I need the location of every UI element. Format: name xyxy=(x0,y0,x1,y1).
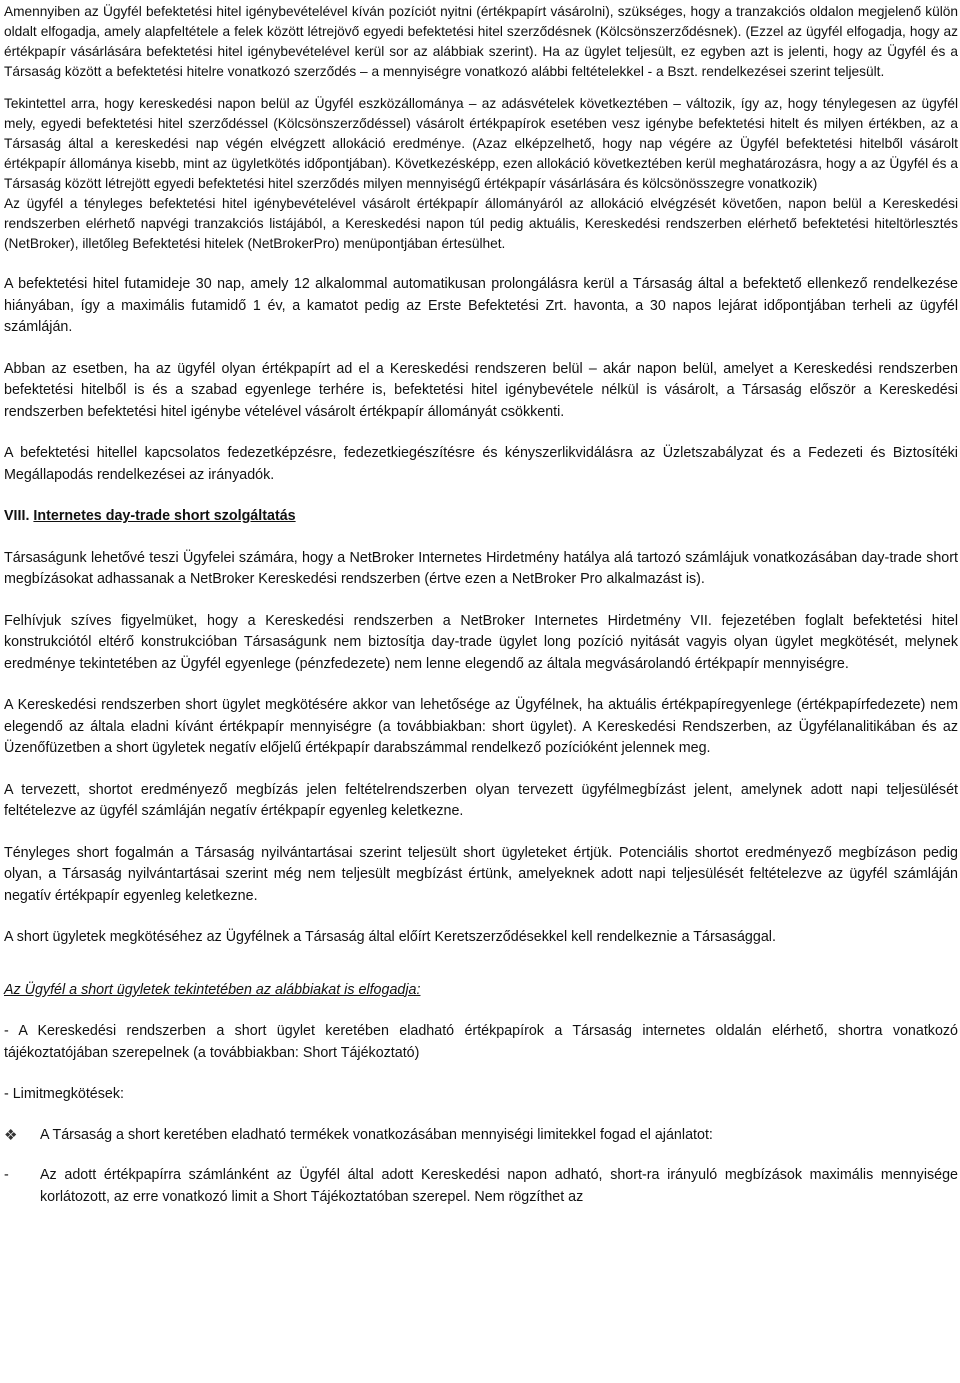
paragraph: A befektetési hitellel kapcsolatos fedezetképzésre, fedezetkiegészítésre és kényszerlikvidálásra az Üzletszabályzat és a Fedezeti és Biztosítéki Megállapodás rendelkezései az irányadók. xyxy=(4,445,958,483)
document-page xyxy=(4,2,958,1208)
paragraph: Amennyiben az Ügyfél befektetési hitel igénybevételével kíván pozíciót nyitni (értékpapírt vásárolni), szükséges, hogy a tranzakciós oldalon megjelenő külön oldalt elfogadja, amely alapfeltétele a felek között létrejövő egyedi befektetési hitel szerződésnek (Kölcsönszerződésnek). (Ezzel az ügyfél elfogadja, hogy az értékpapír vásárlására befektetési hitel igénybevételével kerül sor az alábbiak szerint). Ha az ügylet teljesült, ez egyben azt is jelenti, hogy az Ügyfél és a Társaság között a befektetési hitelre vonatkozó szerződés – a mennyiségre vonatkozó alábbi feltételekkel - a Bszt. rendelkezései szerint teljesült. xyxy=(4,4,958,79)
paragraph: Felhívjuk szíves figyelmüket, hogy a Kereskedési rendszerben a NetBroker Internetes Hirdetmény VII. fejezetében foglalt befektetési hitel konstrukciótól eltérő konstrukcióban Társaságunk nem biztosítja day-trade ügylet long pozíció nyitását vagyis olyan ügylet megkötését, melynek eredménye tekintetében az Ügyfél egyenlege (pénzfedezete) nem lenne elegendő az általa megvásárolandó értékpapír mennyiségre. xyxy=(4,612,958,672)
dash-mark: - xyxy=(4,1167,9,1183)
paragraph: Tényleges short fogalmán a Társaság nyilvántartásai szerint teljesült short ügyleteket értjük. Potenciális shortot eredményező megbízáson pedig olyan, a Társaság nyilvántartásai szerint még nem teljesült megbízást értünk, amelyeknek adott napi teljesülését feltételezve az ügyfél számláján negatív értékpapír egyenleg keletkezne. xyxy=(4,844,958,904)
paragraph: Társaságunk lehetővé teszi Ügyfelei számára, hogy a NetBroker Internetes Hirdetmény hatálya alá tartozó számlájuk vonatkozásában day-trade short megbízásokat adhassanak a NetBroker Kereskedési rendszerben (értve ezen a NetBroker Pro alkalmazást is). xyxy=(4,549,958,587)
subheading: Az Ügyfél a short ügyletek tekintetében az alábbiakat is elfogadja: xyxy=(4,981,421,998)
dash-item xyxy=(4,1165,958,1208)
dash-text: Az adott értékpapírra számlánként az Ügyfél által adott Kereskedési napon adható, short-ra irányuló megbízások maximális mennyisége korlátozott, az erre vonatkozó limit a Short Tájékoztatóban szerepel. Nem rögzíthet az xyxy=(40,1167,958,1205)
bullet-item xyxy=(4,1125,958,1147)
paragraph: A tervezett, shortot eredményező megbízás jelen feltételrendszerben olyan tervezett ügyfélmegbízást jelent, amelynek adott napi teljesülését feltételezve az ügyfél számláján negatív értékpapír egyenleg keletkezne. xyxy=(4,781,958,819)
paragraph: Az ügyfél a tényleges befektetési hitel igénybevételével vásárolt értékpapír állományáról az allokáció elvégzését követően, napon belül a Kereskedési rendszerben elérhető napvégi tranzakciós listájából, a Kereskedési napon túl pedig aktuális, Kereskedési rendszerben elérhető befektetési hiteltörlesztés (NetBroker), illetőleg Befektetési hitelek (NetBrokerPro) menüpontjában értesülhet. xyxy=(4,196,958,251)
paragraph: A Kereskedési rendszerben short ügylet megkötésére akkor van lehetősége az Ügyfélnek, ha aktuális értékpapíregyenlege (értékpapírfedezete) nem elegendő az általa eladni kívánt értékpapír mennyiségre (a továbbiakban: short ügylet). A Kereskedési Rendszerben, az Ügyfélanalitikában és az Üzenőfüzetben a short ügyletek negatív előjelű értékpapír darabszámmal rendelkező pozícióként jelennek meg. xyxy=(4,697,958,756)
paragraph: A short ügyletek megkötéséhez az Ügyfélnek a Társaság által előírt Keretszerződésekkel kell rendelkeznie a Társasággal. xyxy=(4,929,776,945)
section-heading xyxy=(4,506,958,528)
bullet-text: A Társaság a short keretében eladható termékek vonatkozásában mennyiségi limitekkel fogad el ajánlatot: xyxy=(40,1126,713,1143)
section-title: Internetes day-trade short szolgáltatás xyxy=(33,508,296,524)
paragraph: Abban az esetben, ha az ügyfél olyan értékpapírt ad el a Kereskedési rendszeren belül – akár napon belül, amelyet a Kereskedési rendszerben befektetési hitelből is és a szabad egyenlege terhére is, befektetési hitel igénybevétele nélkül is vásárolt, a Társaság először a Kereskedési rendszerben befektetési hitel igénybe vételével vásárolt értékpapír állományát csökkenti. xyxy=(4,360,958,420)
paragraph: - A Kereskedési rendszerben a short ügylet keretében eladható értékpapírok a Társaság internetes oldalán elérhető, shortra vonatkozó tájékoztatójában szerepelnek (a továbbiakban: Short Tájékoztató) xyxy=(4,1023,958,1061)
paragraph: A befektetési hitel futamideje 30 nap, amely 12 alkalommal automatikusan prolongálásra kerül a Társaság által a befektető ellenkező rendelkezése hiányában, így a maximális futamidő 1 év, a kamatot pedig az Erste Befektetési Zrt. havonta, a 30 napos lejárat időpontjában terheli az ügyfél számláján. xyxy=(4,276,958,335)
paragraph: - Limitmegkötések: xyxy=(4,1086,124,1102)
section-number: VIII. xyxy=(4,508,30,524)
diamond-checkmark-icon: ❖ xyxy=(4,1126,18,1144)
paragraph: Tekintettel arra, hogy kereskedési napon belül az Ügyfél eszközállománya – az adásvételek következtében – változik, így az, hogy ténylegesen az ügyfél mely, egyedi befektetési hitel szerződéssel (Kölcsönszerződéssel) vásárolt értékpapírok esetében vesz igénybe befektetési hitelt és milyen értékben, az a Társaság által a kereskedési nap végén elvégzett allokáció eredménye. (Azaz elképzelhető, hogy nap végére az Ügyfél befektetési hitelből vásárolt értékpapír állománya kisebb, mint az ügyletkötés időpontjában). Következésképp, ezen allokáció következtében kerül meghatározásra, hogy a az Ügyfél és a Társaság között létrejött egyedi befektetési hitel szerződés milyen mennyiségű értékpapír vásárlására és kölcsönösszegre vonatkozik) xyxy=(4,96,958,191)
